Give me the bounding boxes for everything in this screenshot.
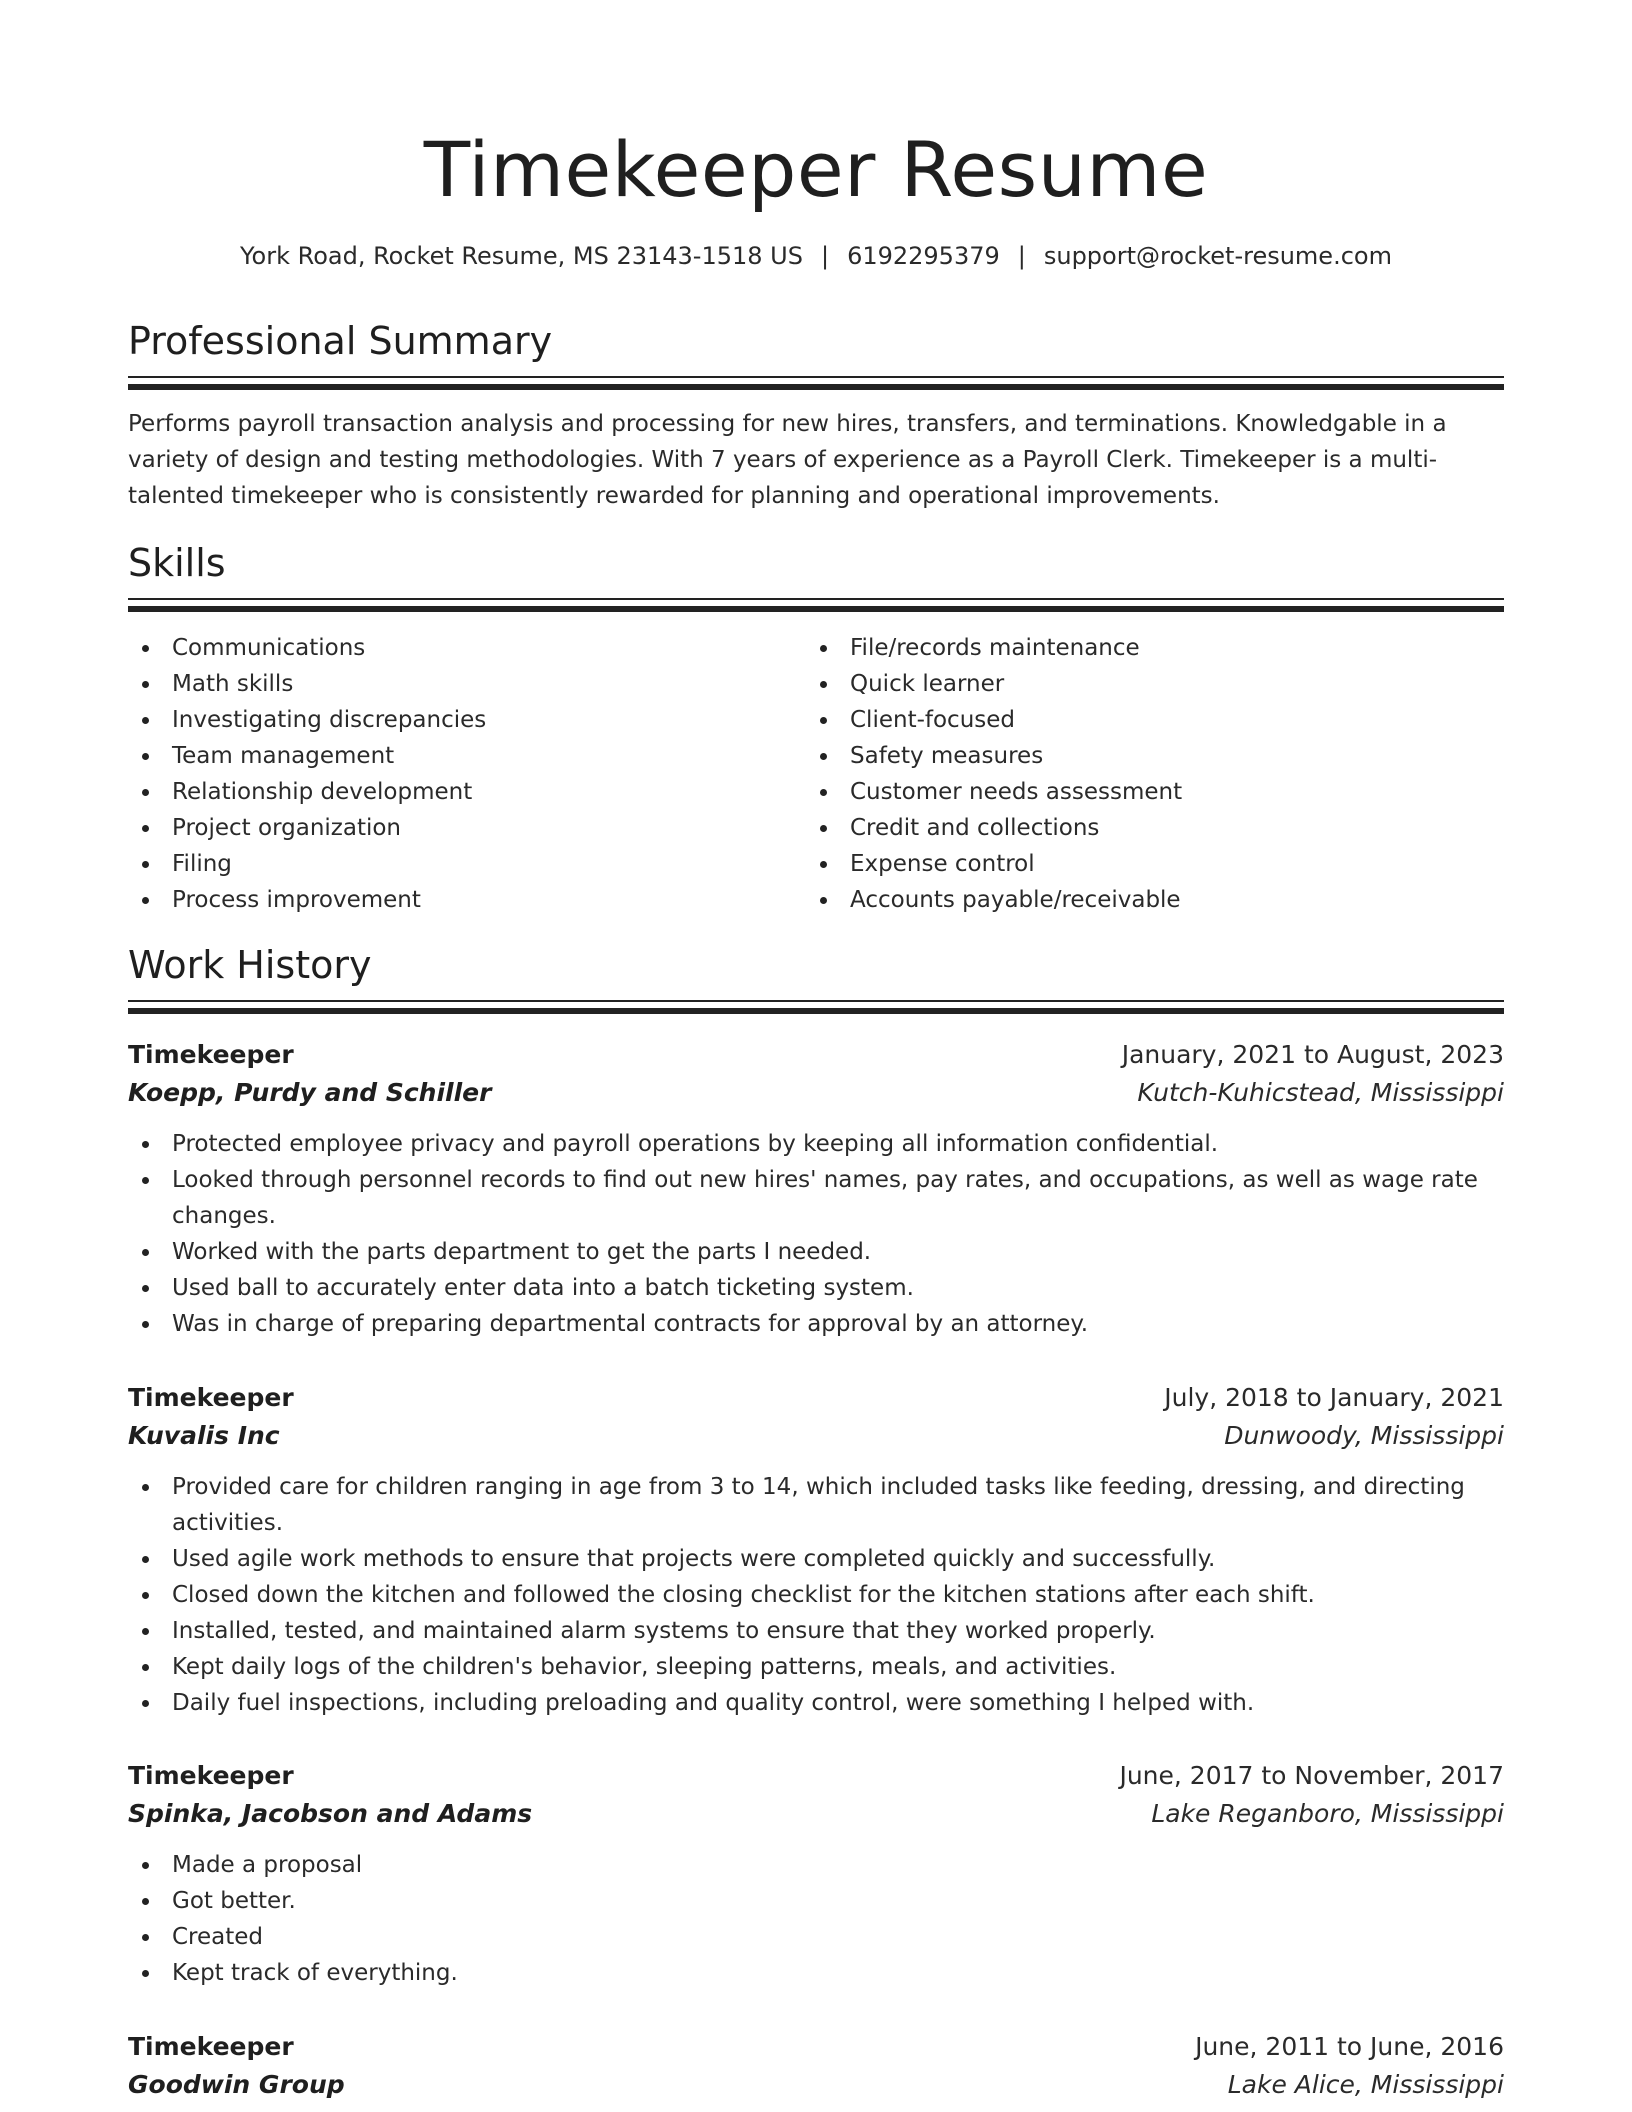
- job-entry: [128, 1379, 1504, 1721]
- contact-address: York Road, Rocket Resume, MS 23143-1518 US: [240, 242, 803, 270]
- skill-item: Safety measures: [806, 738, 1484, 774]
- job-title: Timekeeper: [128, 2032, 294, 2061]
- job-bullet: Used ball to accurately enter data into a batch ticketing system.: [128, 1270, 1504, 1306]
- job-company: Goodwin Group: [128, 2070, 345, 2099]
- skills-column-left: [128, 630, 806, 918]
- job-company: Kuvalis Inc: [128, 1421, 280, 1450]
- skill-item: Process improvement: [128, 882, 806, 918]
- skill-item: Accounts payable/receivable: [806, 882, 1484, 918]
- skills-column-right: [806, 630, 1484, 918]
- job-bullet: Got better.: [128, 1883, 1504, 1919]
- summary-text: Performs payroll transaction analysis and processing for new hires, transfers, and terminations. Knowledgable in a variety of design and testing methodologies. With 7 years of experience as a Payroll Clerk. Timekeeper is a multi-talented timekeeper who is consistently rewarded for planning and operational improvements.: [128, 411, 1447, 509]
- job-location: Lake Reganboro, Mississippi: [1151, 1799, 1504, 1828]
- contact-phone[interactable]: 6192295379: [847, 242, 1000, 270]
- skill-item: Communications: [128, 630, 806, 666]
- contact-separator: |: [820, 242, 830, 270]
- job-bullet: Created: [128, 1919, 1504, 1955]
- job-bullet: Used agile work methods to ensure that projects were completed quickly and successfully.: [128, 1541, 1504, 1577]
- section-divider: [128, 1000, 1504, 1002]
- skills-section-header: [128, 538, 1504, 612]
- job-location: Kutch-Kuhicstead, Mississippi: [1137, 1078, 1504, 1107]
- page-title: Timekeeper Resume: [423, 125, 1209, 214]
- skill-item: Credit and collections: [806, 810, 1484, 846]
- summary-section-header: [128, 316, 1504, 390]
- skill-item: Investigating discrepancies: [128, 702, 806, 738]
- job-bullet: Kept track of everything.: [128, 1955, 1504, 1991]
- job-bullet: Kept daily logs of the children's behavior, sleeping patterns, meals, and activities.: [128, 1649, 1504, 1685]
- section-divider: [128, 598, 1504, 600]
- section-title-skills: Skills: [128, 541, 226, 585]
- skills-list: [128, 630, 1504, 918]
- job-dates: June, 2011 to June, 2016: [1195, 2032, 1504, 2061]
- job-title: Timekeeper: [128, 1761, 294, 1790]
- job-bullets: [128, 1126, 1504, 1342]
- job-dates: June, 2017 to November, 2017: [1119, 1761, 1504, 1790]
- job-bullet: Was in charge of preparing departmental contracts for approval by an attorney.: [128, 1306, 1504, 1342]
- section-divider: [128, 384, 1504, 390]
- job-title: Timekeeper: [128, 1383, 294, 1412]
- contact-line: [128, 238, 1504, 274]
- section-title-work-history: Work History: [128, 943, 372, 987]
- section-divider: [128, 376, 1504, 378]
- job-bullet: Protected employee privacy and payroll operations by keeping all information confidential.: [128, 1126, 1504, 1162]
- skill-item: Team management: [128, 738, 806, 774]
- job-bullet: Provided care for children ranging in age from 3 to 14, which included tasks like feeding, dressing, and directing activities.: [128, 1469, 1504, 1541]
- job-bullet: Worked with the parts department to get the parts I needed.: [128, 1234, 1504, 1270]
- section-divider: [128, 606, 1504, 612]
- contact-email[interactable]: support@rocket-resume.com: [1043, 242, 1392, 270]
- job-bullet: Daily fuel inspections, including preloading and quality control, were something I helped with.: [128, 1685, 1504, 1721]
- job-company: Spinka, Jacobson and Adams: [128, 1799, 533, 1828]
- job-bullets: [128, 1847, 1504, 1991]
- skill-item: Customer needs assessment: [806, 774, 1484, 810]
- job-dates: January, 2021 to August, 2023: [1121, 1040, 1504, 1069]
- work-section-header: [128, 940, 1504, 1014]
- job-entry: [128, 1757, 1504, 1991]
- job-entry: [128, 2028, 1504, 2104]
- skill-item: Expense control: [806, 846, 1484, 882]
- section-divider: [128, 1008, 1504, 1014]
- skill-item: Filing: [128, 846, 806, 882]
- job-company: Koepp, Purdy and Schiller: [128, 1078, 492, 1107]
- skill-item: Relationship development: [128, 774, 806, 810]
- job-bullets: [128, 1469, 1504, 1721]
- job-title: Timekeeper: [128, 1040, 294, 1069]
- job-bullet: Closed down the kitchen and followed the closing checklist for the kitchen stations after each shift.: [128, 1577, 1504, 1613]
- section-title-summary: Professional Summary: [128, 319, 553, 363]
- job-dates: July, 2018 to January, 2021: [1164, 1383, 1504, 1412]
- skill-item: Quick learner: [806, 666, 1484, 702]
- job-bullet: Made a proposal: [128, 1847, 1504, 1883]
- skill-item: File/records maintenance: [806, 630, 1484, 666]
- job-bullet: Looked through personnel records to find out new hires' names, pay rates, and occupations, as well as wage rate changes.: [128, 1162, 1504, 1234]
- job-location: Lake Alice, Mississippi: [1227, 2070, 1504, 2099]
- contact-separator: |: [1017, 242, 1026, 270]
- job-location: Dunwoody, Mississippi: [1224, 1421, 1504, 1450]
- job-bullet: Installed, tested, and maintained alarm systems to ensure that they worked properly.: [128, 1613, 1504, 1649]
- skill-item: Project organization: [128, 810, 806, 846]
- skill-item: Client-focused: [806, 702, 1484, 738]
- skill-item: Math skills: [128, 666, 806, 702]
- job-entry: [128, 1036, 1504, 1342]
